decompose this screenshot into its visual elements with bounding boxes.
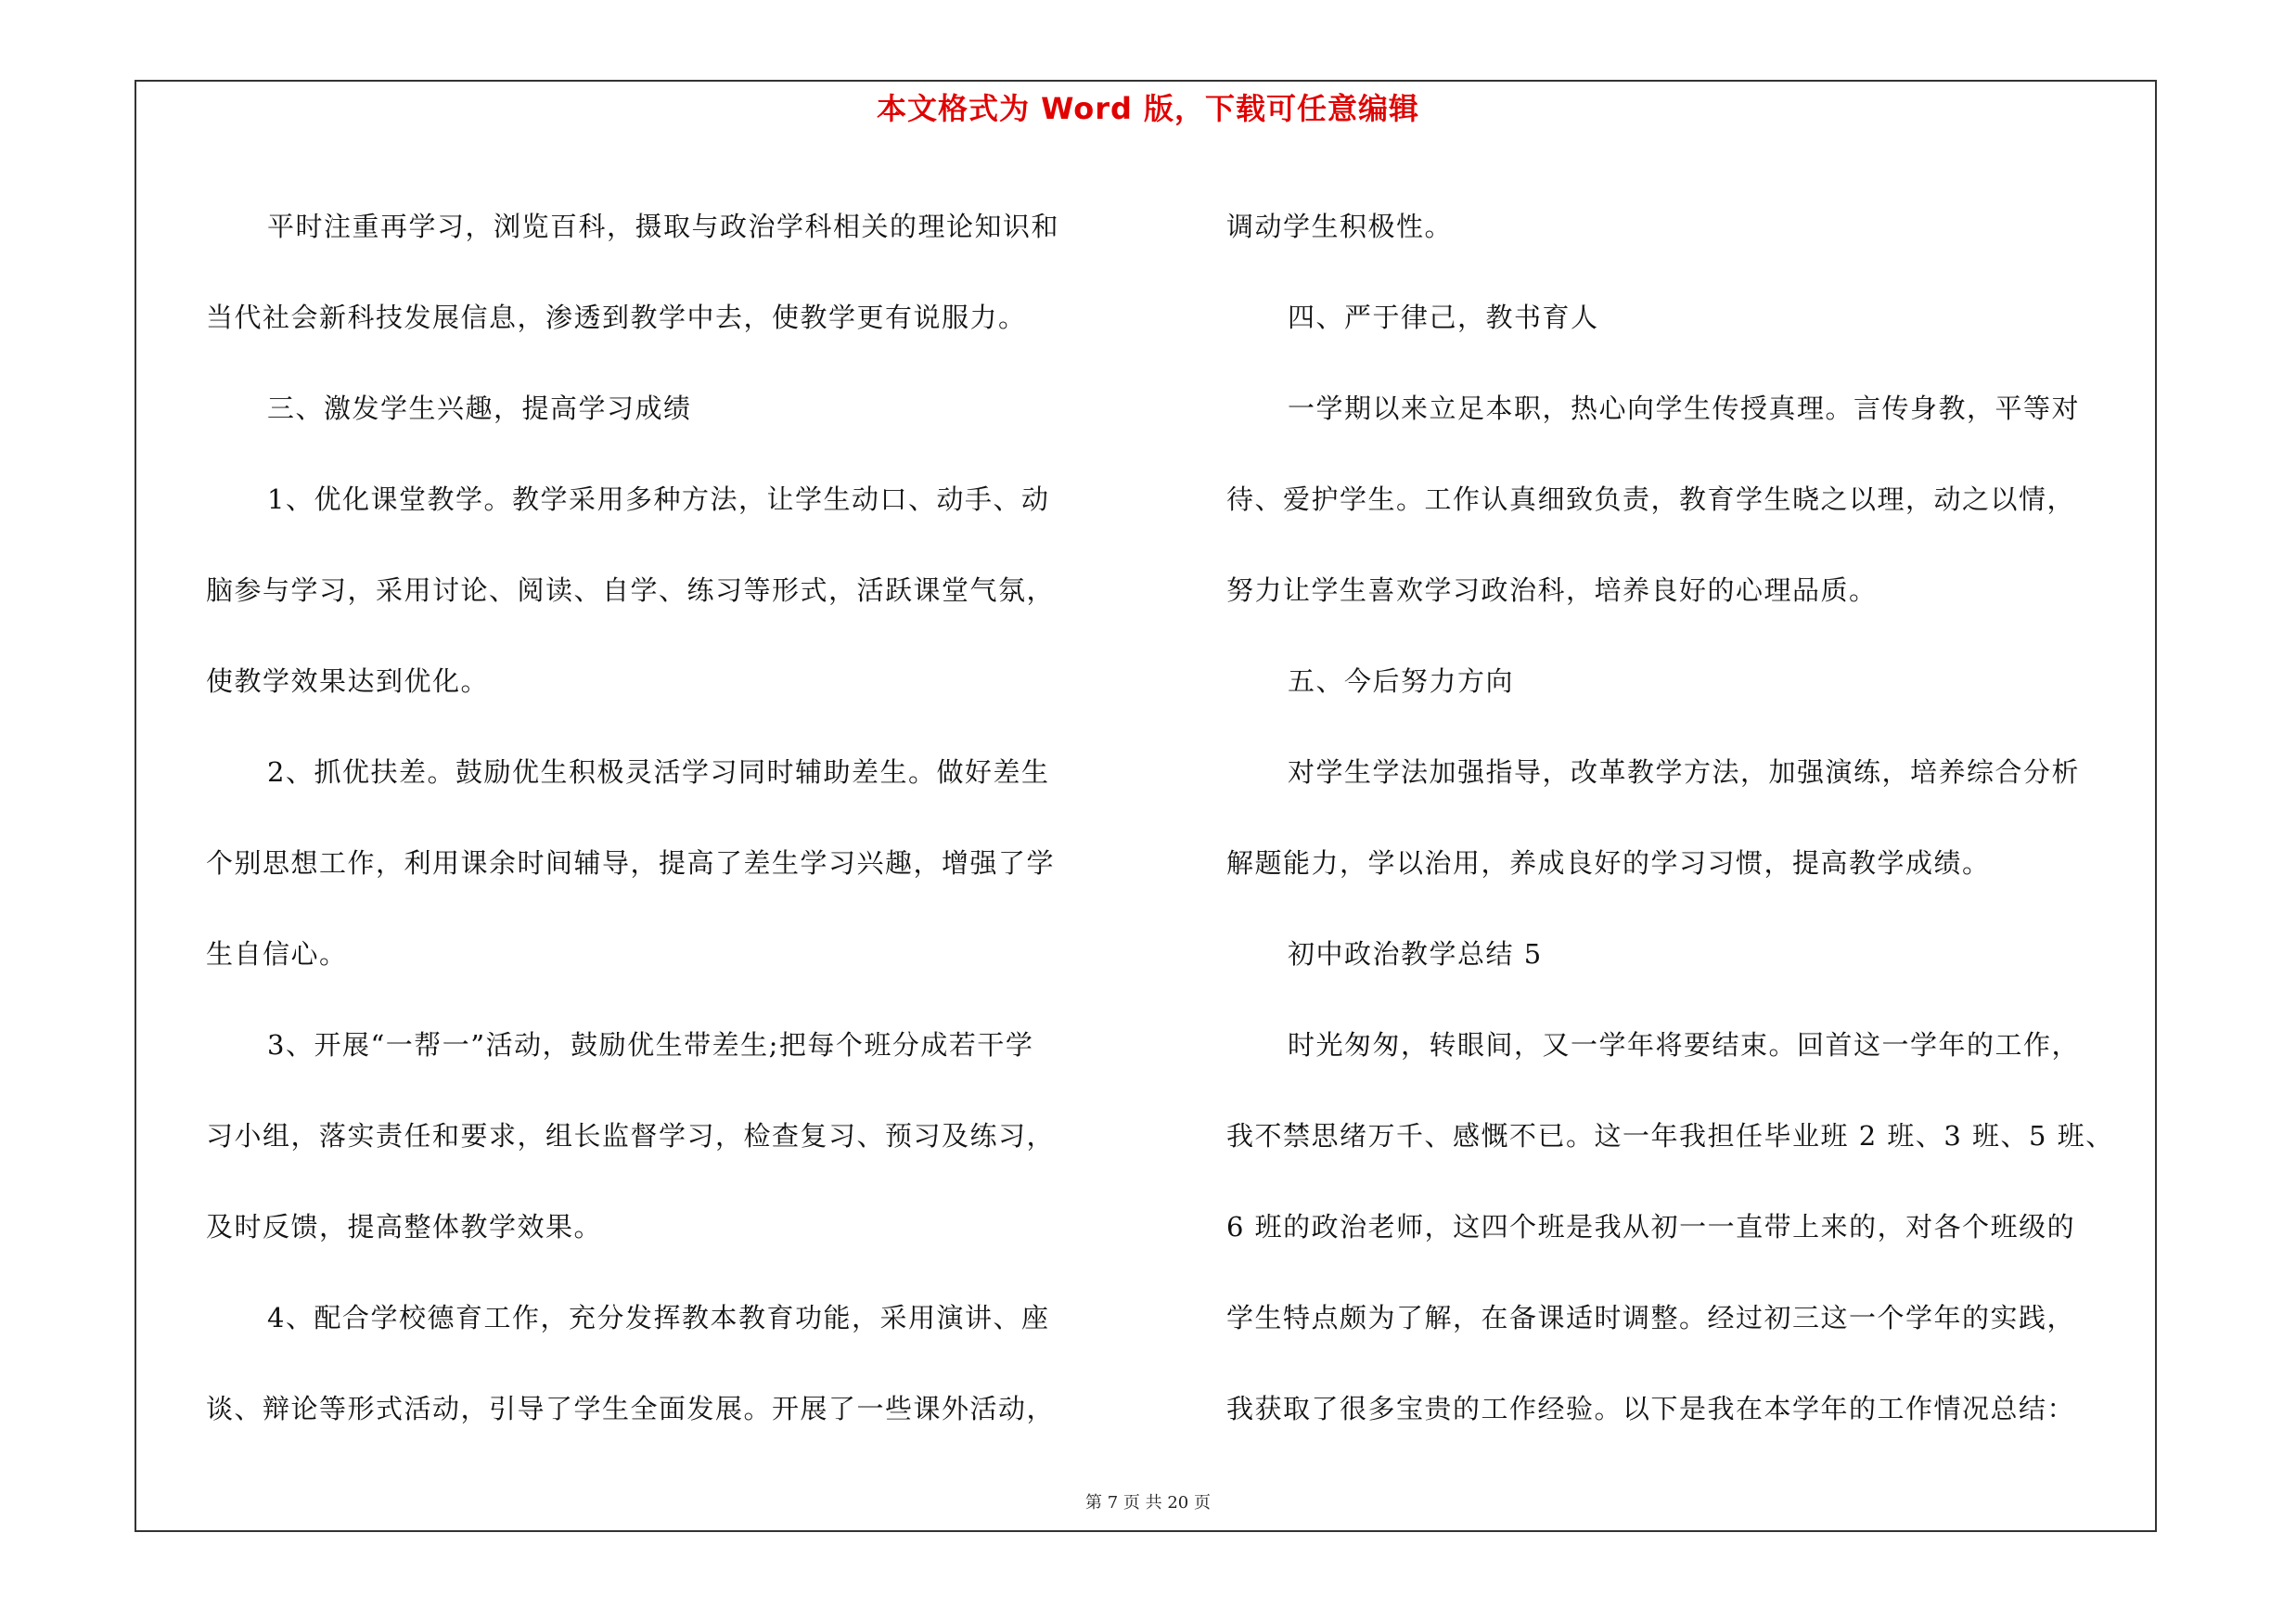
paragraph-line: 生自信心。 [206,938,348,970]
paragraph-line: 对学生学法加强指导，改革教学方法，加强演练，培养综合分析 [1288,756,2081,788]
paragraph-line: 解题能力，学以治用，养成良好的学习习惯，提高教学成绩。 [1226,847,1991,879]
paragraph-line: 1、优化课堂教学。教学采用多种方法，让学生动口、动手、动 [267,483,1050,515]
left-text-column [206,181,1143,1454]
paragraph-line: 三、激发学生兴趣，提高学习成绩 [267,393,692,424]
paragraph-line: 谈、辩论等形式活动，引导了学生全面发展。开展了一些课外活动， [206,1393,1056,1424]
paragraph-line: 一学期以来立足本职，热心向学生传授真理。言传身教，平等对 [1288,393,2081,424]
paragraph-line: 四、严于律己，教书育人 [1288,302,1599,333]
paragraph-line: 脑参与学习，采用讨论、阅读、自学、练习等形式，活跃课堂气氛， [206,574,1056,606]
paragraph-line: 2、抓优扶差。鼓励优生积极灵活学习同时辅助差生。做好差生 [267,756,1050,788]
paragraph-line: 待、爱护学生。工作认真细致负责，教育学生晓之以理，动之以情， [1226,483,2076,515]
paragraph-line: 使教学效果达到优化。 [206,665,490,697]
paragraph-line: 个别思想工作，利用课余时间辅导，提高了差生学习兴趣，增强了学 [206,847,1056,879]
paragraph-line: 五、今后努力方向 [1288,665,1515,697]
format-banner: 本文格式为 Word 版，下载可任意编辑 [876,91,1420,126]
paragraph-line: 4、配合学校德育工作，充分发挥教本教育功能，采用演讲、座 [267,1302,1050,1333]
paragraph-line: 平时注重再学习，浏览百科，摄取与政治学科相关的理论知识和 [267,211,1060,242]
paragraph-line: 当代社会新科技发展信息，渗透到教学中去，使教学更有说服力。 [206,302,1027,333]
paragraph-line: 及时反馈，提高整体教学效果。 [206,1211,603,1243]
paragraph-line: 习小组，落实责任和要求，组长监督学习，检查复习、预习及练习， [206,1120,1056,1152]
paragraph-line: 调动学生积极性。 [1226,211,1454,242]
page-number: 第 7 页 共 20 页 [1085,1493,1211,1513]
paragraph-line: 学生特点颇为了解，在备课适时调整。经过初三这一个学年的实践， [1226,1302,2076,1333]
paragraph-line: 我获取了很多宝贵的工作经验。以下是我在本学年的工作情况总结： [1226,1393,2076,1424]
paragraph-line: 我不禁思绪万千、感慨不已。这一年我担任毕业班 2 班、3 班、5 班、 [1226,1120,2114,1152]
section-heading: 初中政治教学总结 5 [1288,938,1543,970]
right-text-column [1226,181,2152,1454]
paragraph-line: 6 班的政治老师，这四个班是我从初一一直带上来的，对各个班级的 [1226,1211,2076,1243]
paragraph-line: 时光匆匆，转眼间，又一学年将要结束。回首这一学年的工作， [1288,1029,2081,1061]
paragraph-line: 3、开展“一帮一”活动，鼓励优生带差生;把每个班分成若干学 [267,1029,1034,1061]
paragraph-line: 努力让学生喜欢学习政治科，培养良好的心理品质。 [1226,574,1878,606]
